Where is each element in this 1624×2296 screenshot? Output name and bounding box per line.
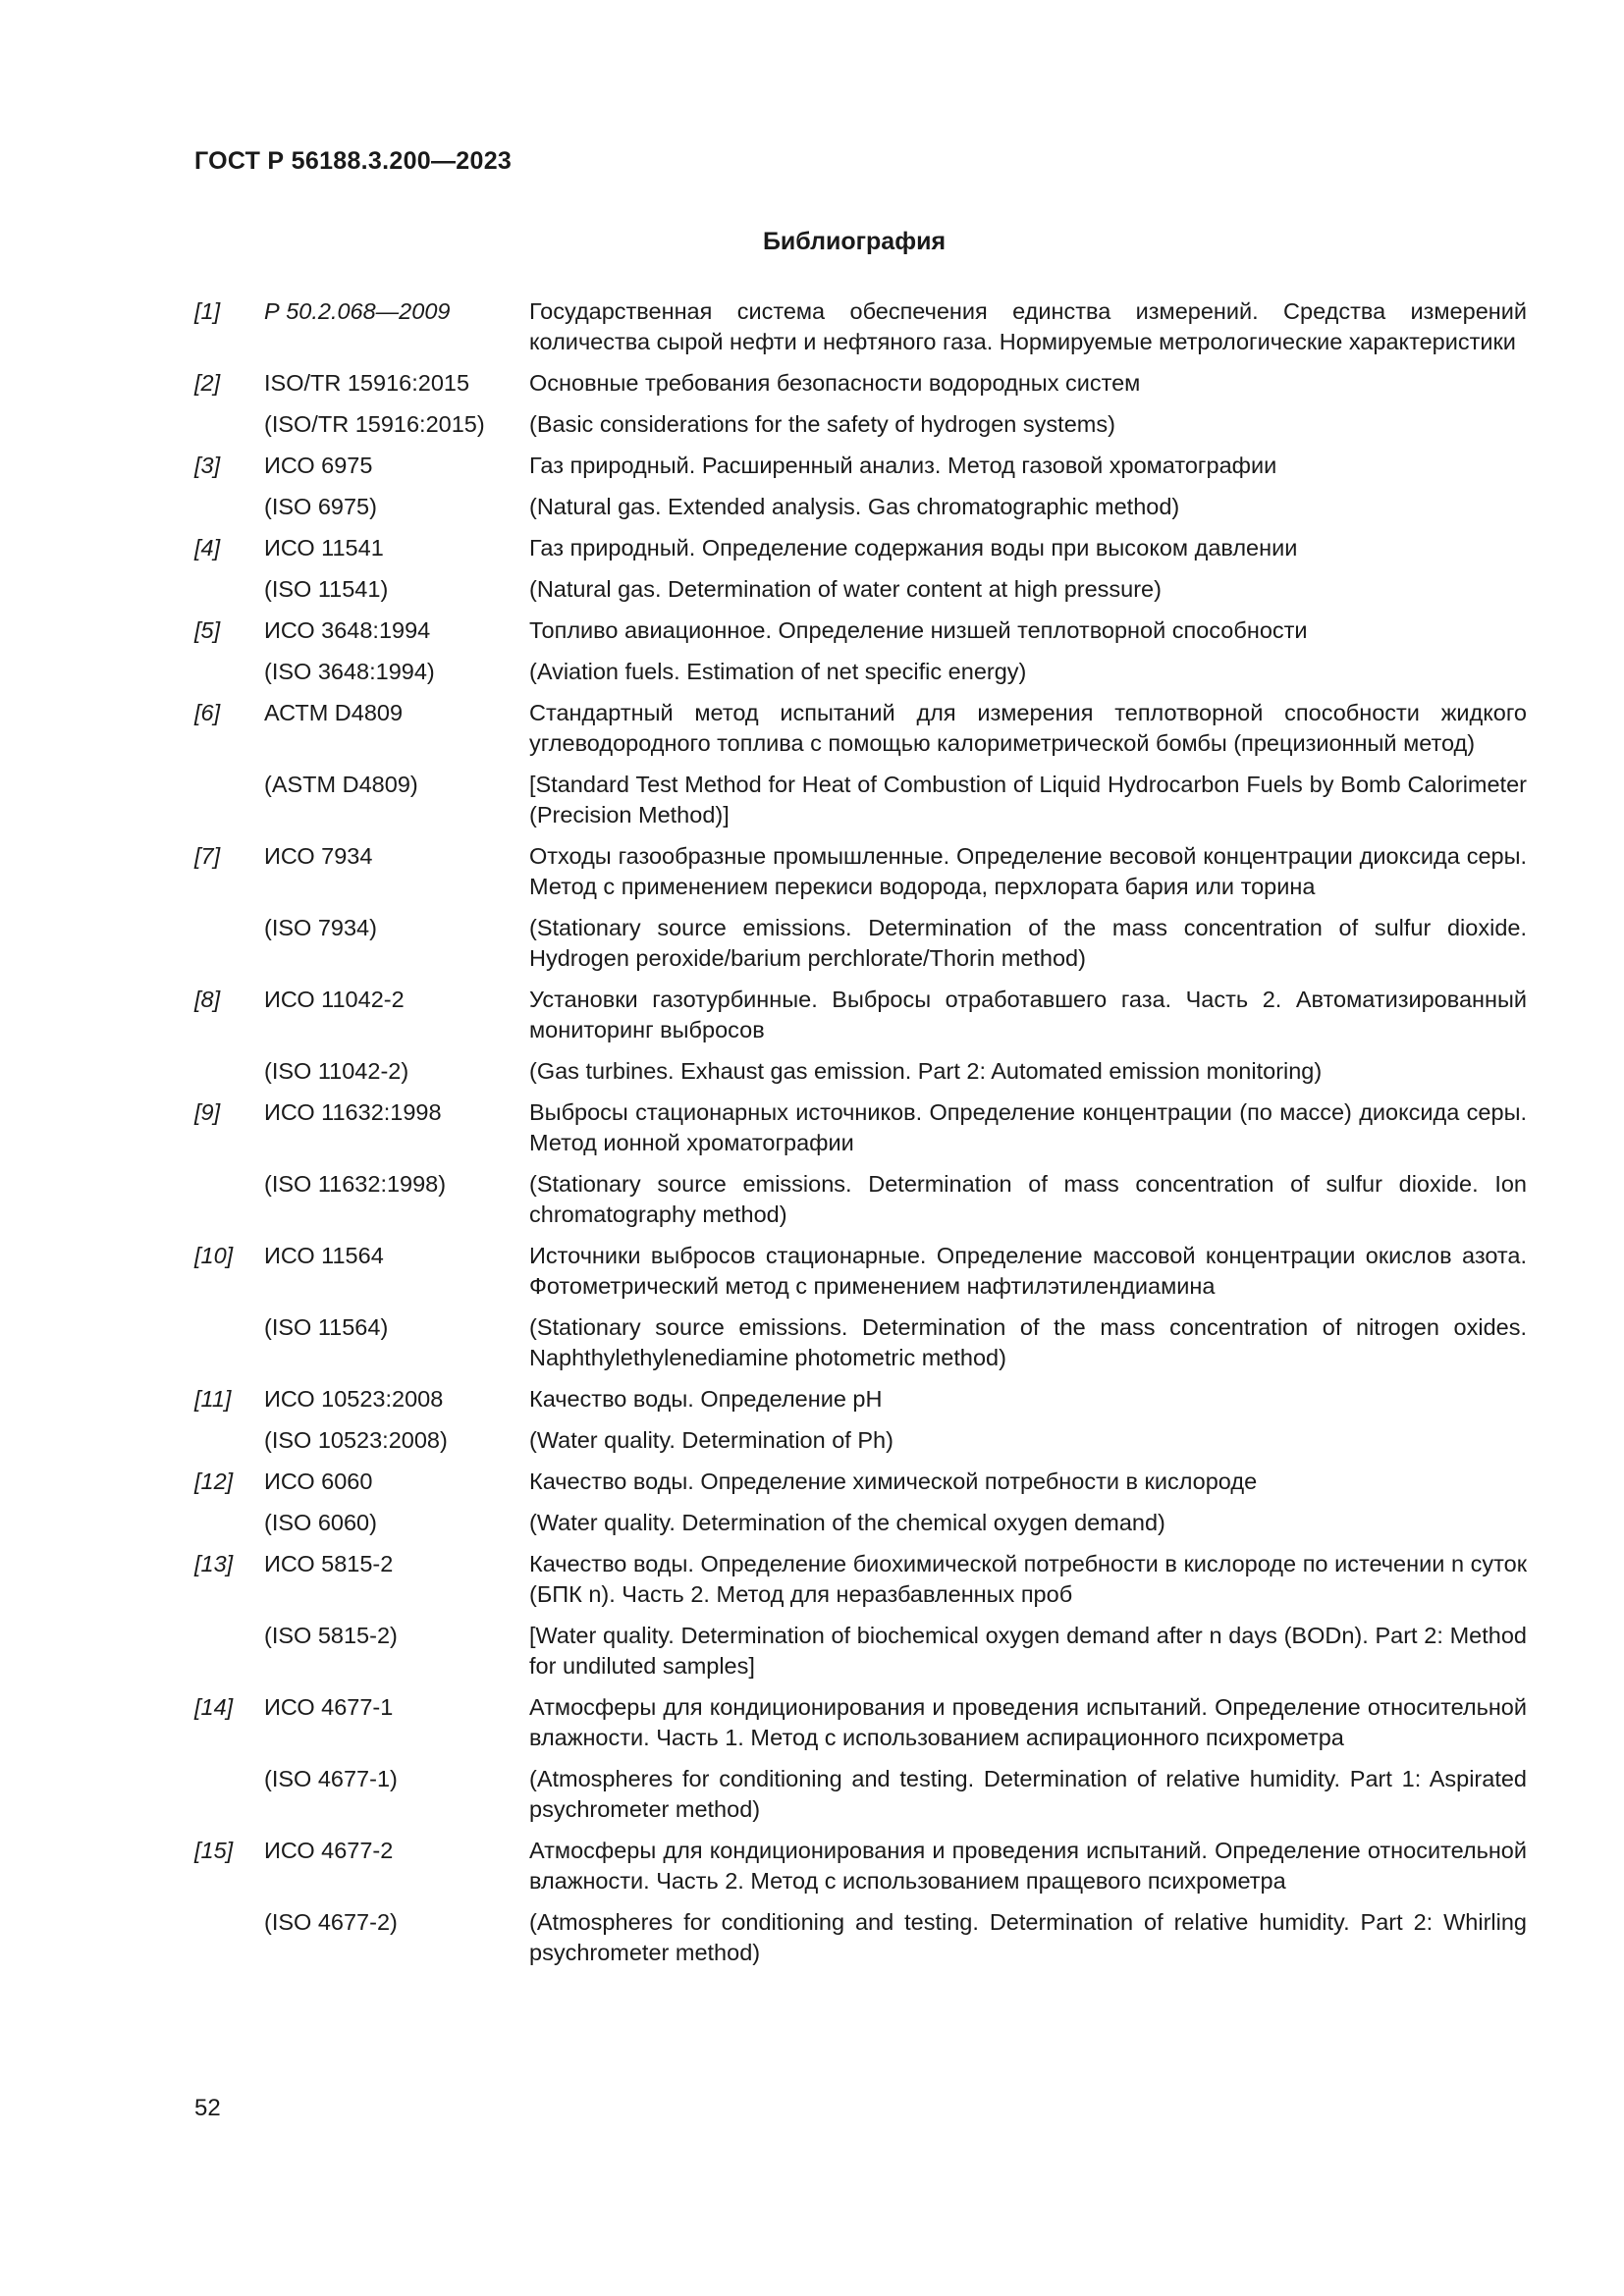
bibliography-entry	[194, 1384, 1527, 1415]
entry-title: Стандартный метод испытаний для измерения теплотворной способности жидкого углеводородного топлива с помощью калориметрической бомбы (прецизионный метод)	[529, 700, 1527, 756]
bibliography-list	[194, 296, 1527, 1979]
entry-standard-code: АСТМ D4809	[264, 700, 404, 725]
bibliography-entry	[194, 451, 1527, 481]
entry-title: Газ природный. Определение содержания воды при высоком давлении	[529, 535, 1298, 561]
entry-title: Выбросы стационарных источников. Определение концентрации (по массе) диоксида серы. Метод ионной хроматографии	[529, 1099, 1527, 1155]
entry-number: [1]	[194, 298, 221, 324]
entry-title: (Basic considerations for the safety of hydrogen systems)	[529, 411, 1115, 437]
entry-standard-code: (ISO 11564)	[264, 1314, 389, 1340]
entry-title: Атмосферы для кондиционирования и проведения испытаний. Определение относительной влажности. Часть 2. Метод с использованием пращевого психрометра	[529, 1838, 1527, 1894]
entry-title: Качество воды. Определение биохимической потребности в кислороде по истечении n суток (БПК n). Часть 2. Метод для неразбавленных проб	[529, 1551, 1527, 1607]
bibliography-entry	[194, 1621, 1527, 1682]
bibliography-entry	[194, 913, 1527, 974]
document-header: ГОСТ Р 56188.3.200—2023	[194, 147, 513, 175]
entry-standard-code: (ISO 10523:2008)	[264, 1427, 448, 1453]
entry-title: Топливо авиационное. Определение низшей теплотворной способности	[529, 617, 1308, 643]
bibliography-entry	[194, 1692, 1527, 1753]
entry-number: [7]	[194, 843, 221, 869]
entry-standard-code: (ISO 4677-1)	[264, 1766, 398, 1791]
bibliography-entry	[194, 615, 1527, 646]
bibliography-entry	[194, 574, 1527, 605]
entry-title: Отходы газообразные промышленные. Определение весовой концентрации диоксида серы. Метод с применением перекиси водорода, перхлората бария или торина	[529, 843, 1527, 899]
entry-title: (Natural gas. Extended analysis. Gas chromatographic method)	[529, 494, 1180, 519]
entry-standard-code: (ISO 3648:1994)	[264, 659, 435, 684]
bibliography-entry	[194, 492, 1527, 522]
entry-number: [13]	[194, 1551, 234, 1576]
entry-number: [15]	[194, 1838, 234, 1863]
entry-standard-code: (ASTM D4809)	[264, 772, 418, 797]
bibliography-entry	[194, 1097, 1527, 1158]
entry-title: Газ природный. Расширенный анализ. Метод газовой хроматографии	[529, 453, 1277, 478]
entry-title: (Atmospheres for conditioning and testing. Determination of relative humidity. Part 1: Aspirated psychrometer method)	[529, 1766, 1527, 1822]
entry-title: Установки газотурбинные. Выбросы отработавшего газа. Часть 2. Автоматизированный мониторинг выбросов	[529, 987, 1527, 1042]
page-number: 52	[194, 2095, 221, 2121]
entry-title: (Water quality. Determination of Ph)	[529, 1427, 893, 1453]
entry-title: Качество воды. Определение pH	[529, 1386, 883, 1412]
entry-title: [Standard Test Method for Heat of Combustion of Liquid Hydrocarbon Fuels by Bomb Calorimeter (Precision Method)]	[529, 772, 1527, 828]
entry-standard-code: ИСО 11541	[264, 535, 384, 561]
entry-standard-code: ИСО 11632:1998	[264, 1099, 442, 1125]
bibliography-entry	[194, 1508, 1527, 1538]
bibliography-entry	[194, 533, 1527, 563]
bibliography-entry	[194, 1549, 1527, 1610]
entry-number: [6]	[194, 700, 221, 725]
entry-standard-code: (ISO 11541)	[264, 576, 389, 602]
entry-standard-code: ИСО 5815-2	[264, 1551, 394, 1576]
bibliography-entry	[194, 770, 1527, 830]
bibliography-entry	[194, 1241, 1527, 1302]
bibliography-entry	[194, 1764, 1527, 1825]
bibliography-entry	[194, 1169, 1527, 1230]
entry-standard-code: ИСО 4677-1	[264, 1694, 394, 1720]
bibliography-entry	[194, 1312, 1527, 1373]
entry-title: Государственная система обеспечения единства измерений. Средства измерений количества сырой нефти и нефтяного газа. Нормируемые метрологические характеристики	[529, 298, 1527, 354]
entry-standard-code: ИСО 4677-2	[264, 1838, 394, 1863]
entry-title: (Gas turbines. Exhaust gas emission. Part 2: Automated emission monitoring)	[529, 1058, 1323, 1084]
entry-standard-code: Р 50.2.068—2009	[264, 298, 451, 324]
bibliography-entry	[194, 1425, 1527, 1456]
entry-standard-code: ИСО 10523:2008	[264, 1386, 444, 1412]
bibliography-entry	[194, 1056, 1527, 1087]
bibliography-entry	[194, 1907, 1527, 1968]
entry-standard-code: ИСО 7934	[264, 843, 373, 869]
entry-standard-code: ИСО 11564	[264, 1243, 384, 1268]
entry-title: (Aviation fuels. Estimation of net specific energy)	[529, 659, 1027, 684]
entry-standard-code: (ISO 6060)	[264, 1510, 377, 1535]
bibliography-entry	[194, 698, 1527, 759]
entry-standard-code: (ISO 11042-2)	[264, 1058, 409, 1084]
bibliography-entry	[194, 841, 1527, 902]
entry-title: Атмосферы для кондиционирования и проведения испытаний. Определение относительной влажности. Часть 1. Метод с использованием аспирационного психрометра	[529, 1694, 1527, 1750]
entry-standard-code: (ISO 11632:1998)	[264, 1171, 447, 1197]
entry-number: [3]	[194, 453, 221, 478]
entry-standard-code: ИСО 6975	[264, 453, 373, 478]
entry-number: [12]	[194, 1468, 234, 1494]
entry-title: Источники выбросов стационарные. Определение массовой концентрации окислов азота. Фотометрический метод с применением нафтилэтилендиамина	[529, 1243, 1527, 1299]
bibliography-entry	[194, 985, 1527, 1045]
bibliography-entry	[194, 1467, 1527, 1497]
bibliography-entry	[194, 1836, 1527, 1896]
entry-standard-code: ИСО 6060	[264, 1468, 373, 1494]
entry-number: [2]	[194, 370, 221, 396]
entry-number: [10]	[194, 1243, 234, 1268]
bibliography-entry	[194, 409, 1527, 440]
entry-standard-code: (ISO 4677-2)	[264, 1909, 398, 1935]
entry-standard-code: ISO/TR 15916:2015	[264, 370, 470, 396]
entry-standard-code: (ISO/TR 15916:2015)	[264, 411, 485, 437]
entry-title: Основные требования безопасности водородных систем	[529, 370, 1141, 396]
entry-title: (Stationary source emissions. Determination of the mass concentration of nitrogen oxides. Naphthylethylenediamine photometric method)	[529, 1314, 1527, 1370]
bibliography-entry	[194, 657, 1527, 687]
entry-number: [8]	[194, 987, 221, 1012]
entry-standard-code: ИСО 11042-2	[264, 987, 405, 1012]
bibliography-entry	[194, 296, 1527, 357]
entry-standard-code: ИСО 3648:1994	[264, 617, 431, 643]
entry-number: [14]	[194, 1694, 234, 1720]
entry-standard-code: (ISO 7934)	[264, 915, 377, 940]
entry-title: [Water quality. Determination of biochemical oxygen demand after n days (BODn). Part 2: Method for undiluted samples]	[529, 1623, 1527, 1679]
entry-title: (Natural gas. Determination of water content at high pressure)	[529, 576, 1162, 602]
entry-number: [5]	[194, 617, 221, 643]
entry-title: (Stationary source emissions. Determination of the mass concentration of sulfur dioxide. Hydrogen peroxide/barium perchlorate/Thorin method)	[529, 915, 1527, 971]
entry-title: (Stationary source emissions. Determination of mass concentration of sulfur dioxide. Ion chromatography method)	[529, 1171, 1527, 1227]
entry-standard-code: (ISO 6975)	[264, 494, 377, 519]
entry-number: [4]	[194, 535, 221, 561]
entry-title: Качество воды. Определение химической потребности в кислороде	[529, 1468, 1258, 1494]
entry-standard-code: (ISO 5815-2)	[264, 1623, 398, 1648]
entry-number: [9]	[194, 1099, 221, 1125]
entry-number: [11]	[194, 1386, 232, 1412]
bibliography-entry	[194, 368, 1527, 399]
entry-title: (Water quality. Determination of the chemical oxygen demand)	[529, 1510, 1165, 1535]
section-title: Библиография	[762, 228, 947, 255]
entry-title: (Atmospheres for conditioning and testing. Determination of relative humidity. Part 2: Whirling psychrometer method)	[529, 1909, 1527, 1965]
